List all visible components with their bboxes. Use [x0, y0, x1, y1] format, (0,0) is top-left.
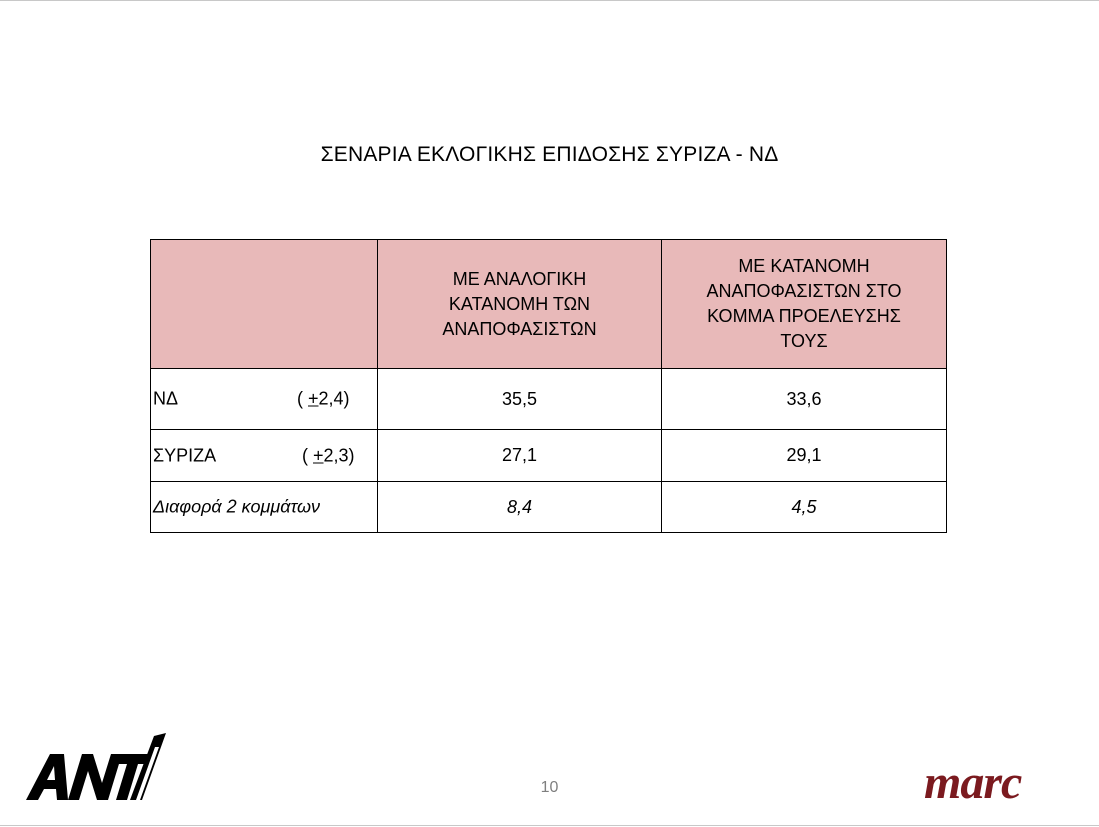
- table-row-nd: [151, 369, 947, 430]
- header-proportional-line: ΚΑΤΑΝΟΜΗ ΤΩΝ: [448, 293, 591, 314]
- table-row-syriza: [151, 430, 947, 482]
- row-label-cell: [151, 369, 378, 430]
- top-border-line: [0, 0, 1099, 1]
- proportional-value: 35,5: [378, 369, 662, 430]
- header-origin-line: ΤΟΥΣ: [780, 331, 828, 351]
- page-title: ΣΕΝΑΡΙΑ ΕΚΛΟΓΙΚΗΣ ΕΠΙΔΟΣΗΣ ΣΥΡΙΖΑ - ΝΔ: [320, 143, 779, 166]
- party-name: ΝΔ: [153, 388, 179, 409]
- header-proportional-line: ΑΝΑΠΟΦΑΣΙΣΤΩΝ: [442, 318, 597, 339]
- bottom-border-line: [0, 825, 1099, 826]
- proportional-value: 8,4: [378, 482, 662, 533]
- marc-logo: [924, 756, 1076, 806]
- row-label-cell: [151, 482, 378, 533]
- table-row-difference: [151, 482, 947, 533]
- header-origin-line: ΜΕ ΚΑΤΑΝΟΜΗ: [738, 256, 870, 276]
- svg-text:marc: marc: [924, 756, 1022, 806]
- results-table: [150, 239, 947, 533]
- header-origin-line: ΑΝΑΠΟΦΑΣΙΣΤΩΝ ΣΤΟ: [706, 281, 902, 301]
- row-label-cell: [151, 430, 378, 482]
- margin-of-error: ( +2,4): [297, 388, 350, 409]
- party-name: ΣΥΡΙΖΑ: [153, 445, 217, 465]
- difference-label: Διαφορά 2 κομμάτων: [153, 496, 320, 517]
- page-number: 10: [540, 779, 559, 796]
- header-empty-cell: [151, 240, 378, 369]
- origin-value: 29,1: [662, 430, 947, 482]
- header-proportional: [378, 240, 662, 369]
- header-origin-line: ΚΟΜΜΑ ΠΡΟΕΛΕΥΣΗΣ: [707, 306, 901, 326]
- table-header-row: [151, 240, 947, 369]
- margin-of-error: ( +2,3): [302, 445, 355, 465]
- header-proportional-line: ΜΕ ΑΝΑΛΟΓΙΚΗ: [452, 268, 587, 289]
- origin-value: 4,5: [662, 482, 947, 533]
- header-origin-party: [662, 240, 947, 369]
- origin-value: 33,6: [662, 369, 947, 430]
- proportional-value: 27,1: [378, 430, 662, 482]
